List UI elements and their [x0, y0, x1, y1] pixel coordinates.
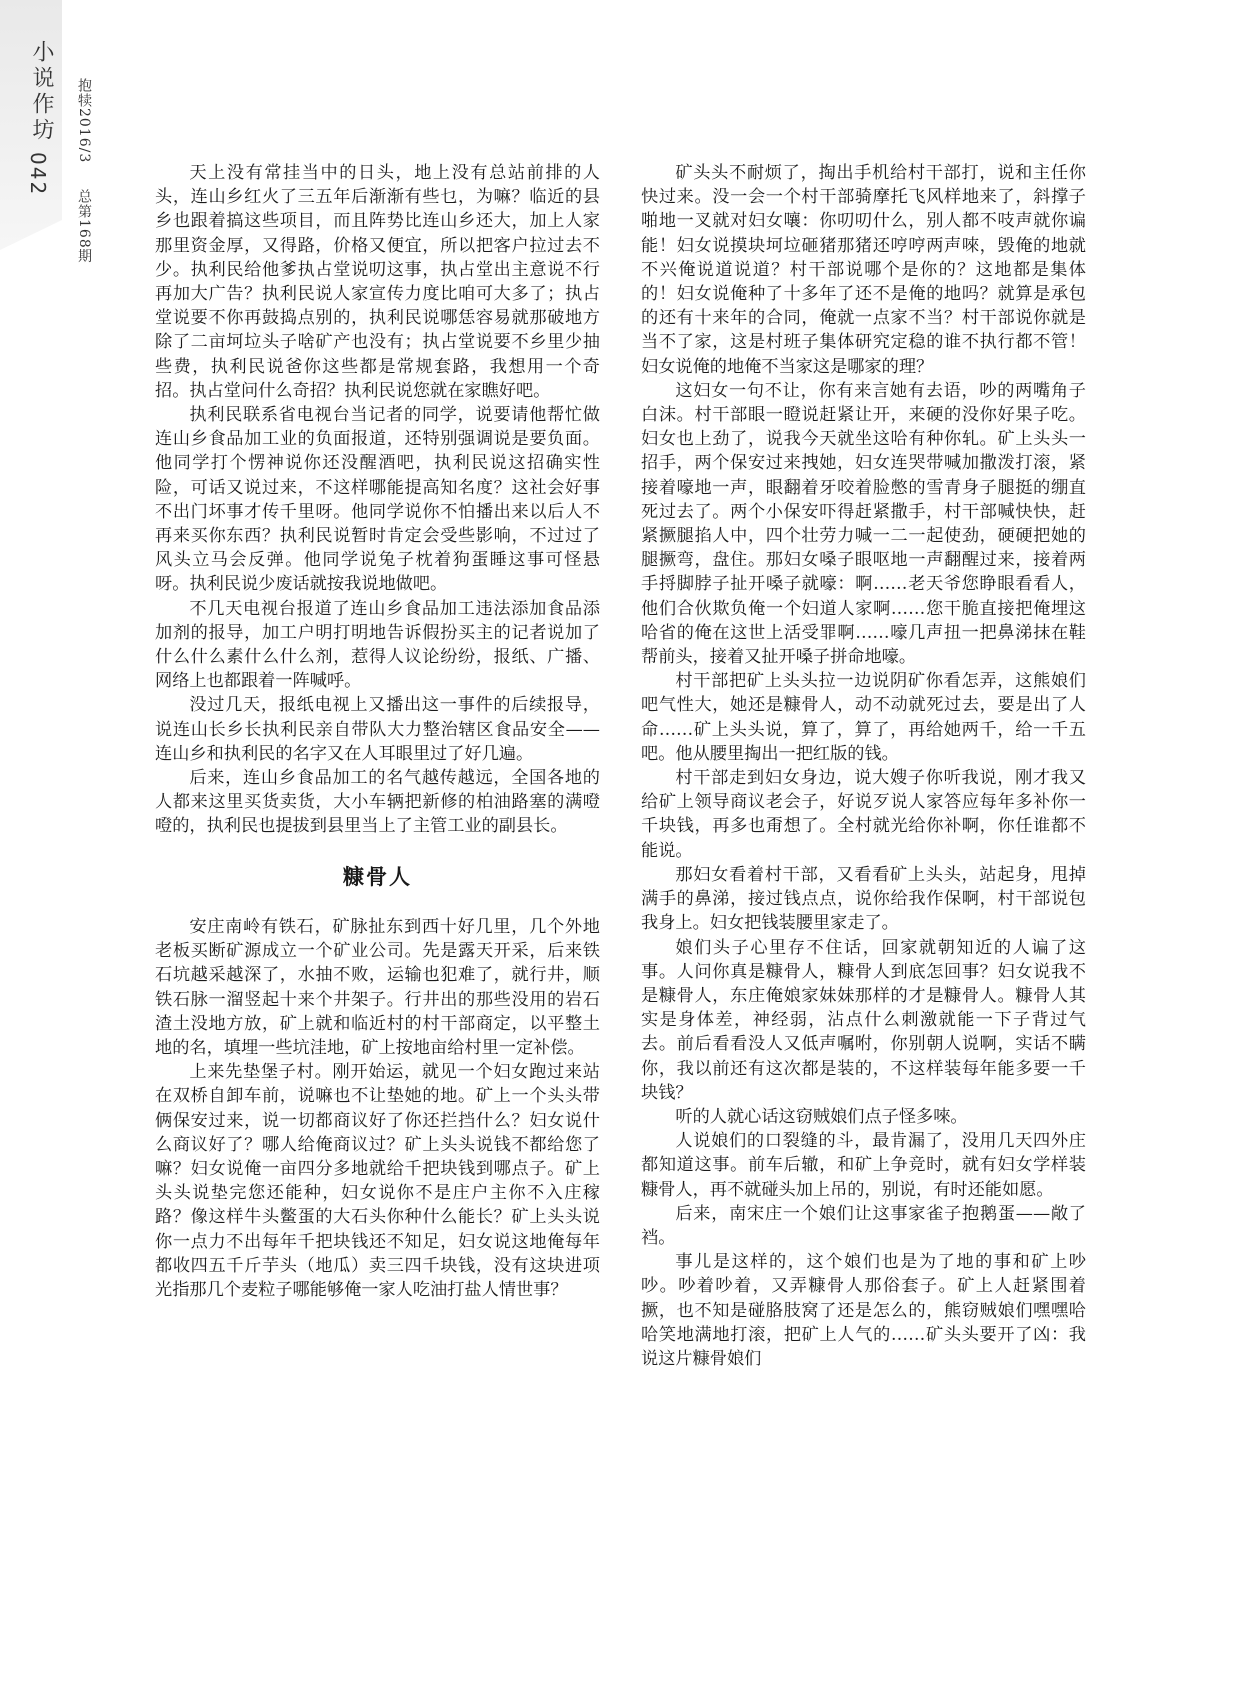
- left-column: [155, 161, 600, 1302]
- paragraph: 这妇女一句不让，你有来言她有去语，吵的两嘴角子白沫。村干部眼一瞪说赶紧让开，来硬的没你好果子吃。妇女也上劲了，说我今天就坐这哈有种你轧。矿上头头一招手，两个保安过来拽她，妇女连哭带喊加撒泼打滚，紧接着嚎地一声，眼翻着牙咬着脸憋的雪青身子腿挺的绷直死过去了。两个小保安吓得赶紧撒手，村干部喊快快，赶紧撅腿掐人中，四个壮劳力喊一二一起使劲，硬硬把她的腿撅弯，盘住。那妇女嗓子眼呕地一声翻醒过来，接着两手捋脚脖子扯开嗓子就嚎：啊……老天爷您睁眼看看人，他们合伙欺负俺一个妇道人家啊……您干脆直接把俺埋这哈省的俺在这世上活受罪啊……嚎几声扭一把鼻涕抹在鞋帮前头，接着又扯开嗓子拼命地嚎。: [641, 380, 1086, 668]
- paragraph: 天上没有常挂当中的日头，地上没有总站前排的人头，连山乡红火了三五年后渐渐有些乜，为嘛？临近的县乡也跟着搞这些项目，而且阵势比连山乡还大，加上人家那里资金厚，又得路，价格又便宜，所以把客户拉过去不少。执利民给他爹执占堂说叨这事，执占堂出主意说不行再加大广告？执利民说人家宣传力度比咱可大多了；执占堂说要不你再鼓捣点别的，执利民说哪恁容易就那破地方除了二亩坷垃头子啥矿产也没有；执占堂说要不乡里少抽些费，执利民说爸你这些都是常规套路，我想用一个奇招。执占堂问什么奇招？执利民说您就在家瞧好吧。: [155, 163, 600, 401]
- paragraph: 没过几天，报纸电视上又播出这一事件的后续报导，说连山长乡长执利民亲自带队大力整治辖区食品安全——连山乡和执利民的名字又在人耳眼里过了好几遍。: [155, 695, 600, 764]
- paragraph: 村干部把矿上头头拉一边说阴矿你看怎弄，这熊娘们吧气性大，她还是糠骨人，动不动就死过去，要是出了人命……矿上头头说，算了，算了，再给她两千，给一千五吧。他从腰里掏出一把红版的钱。: [641, 671, 1086, 764]
- paragraph: 后来，南宋庄一个娘们让这事家雀子抱鹅蛋——敞了裆。: [641, 1203, 1086, 1248]
- paragraph: 不几天电视台报道了连山乡食品加工违法添加食品添加剂的报导，加工户明打明地告诉假扮买主的记者说加了什么什么素什么什么剂，惹得人议论纷纷，报纸、广播、网络上也都跟着一阵喊呼。: [155, 598, 600, 692]
- paragraph: 那妇女看着村干部，又看看矿上头头，站起身，甩掉满手的鼻涕，接过钱点点，说你给我作保啊，村干部说包我身上。妇女把钱装腰里家走了。: [641, 864, 1086, 934]
- story-title: 糠骨人: [343, 864, 412, 889]
- magazine-info: [74, 78, 94, 264]
- paragraph: 安庄南岭有铁石，矿脉扯东到西十好几里，几个外地老板买断矿源成立一个矿业公司。先是露天开采，后来铁石坑越采越深了，水抽不败，运输也犯难了，就行井，顺铁石脉一溜竖起十来个井架子。行井出的那些没用的岩石渣土没地方放，矿上就和临近村的村干部商定，以平整土地的名，填埋一些坑洼地，矿上按地亩给村里一定补偿。: [155, 916, 600, 1058]
- paragraph: 村干部走到妇女身边，说大嫂子你听我说，刚才我又给矿上领导商议老会子，好说歹说人家答应每年多补你一千块钱，再多也甭想了。全村就光给你补啊，你任谁都不能说。: [641, 768, 1086, 861]
- section-name: 小说作坊: [29, 40, 54, 144]
- magazine-issue: 抱犊2016/3: [76, 78, 92, 164]
- paragraph: 娘们头子心里存不住话，回家就朝知近的人谝了这事。人问你真是糠骨人，糠骨人到底怎回事？妇女说我不是糠骨人，东庄俺娘家妹妹那样的才是糠骨人。糠骨人其实是身体差，神经弱，沾点什么刺激就能一下子背过气去。前后看看没人又低声嘱咐，你别朝人说啊，实话不瞒你，我以前还有这次都是装的，不这样装每年能多要一千块钱？: [641, 937, 1086, 1103]
- paragraph: 听的人就心话这窃贼娘们点子怪多唻。: [675, 1106, 968, 1127]
- paragraph: 执利民联系省电视台当记者的同学，说要请他帮忙做连山乡食品加工业的负面报道，还特别强调说是要负面。他同学打个愣神说你还没醒酒吧，执利民说这招确实性险，可话又说过来，不这样哪能提高知名度？这社会好事不出门坏事才传千里呀。他同学说你不怕播出来以后人不再来买你东西？执利民说暂时肯定会受些影响，不过过了风头立马会反弹。他同学说兔子枕着狗蛋睡这事可怪悬呀。执利民说少废话就按我说地做吧。: [155, 405, 600, 595]
- paragraph: 上来先垫堡子村。刚开始运，就见一个妇女跑过来站在双桥自卸车前，说嘛也不让垫她的地。矿上一个头头带俩保安过来，说一切都商议好了你还拦挡什么？妇女说什么商议好了？哪人给俺商议过？矿上头头说钱不都给您了嘛？妇女说俺一亩四分多地就给千把块钱到哪点子。矿上头头说垫完您还能种，妇女说你不是庄户主你不入庄稼路？像这样牛头鳖蛋的大石头你种什么能长？矿上头头说你一点力不出每年千把块钱还不知足，妇女说这地俺每年都收四五千斤芋头（地瓜）卖三四千块钱，没有这块进项光指那几个麦粒子哪能够俺一家人吃油打盐人情世事？: [155, 1062, 600, 1300]
- paragraph: 事儿是这样的，这个娘们也是为了地的事和矿上吵吵。吵着吵着，又弄糠骨人那俗套子。矿上人赶紧围着撅，也不知是碰胳肢窝了还是怎么的，熊窃贼娘们嘿嘿哈哈笑地满地打滚，把矿上人气的……矿头头要开了凶：我说这片糠骨娘们: [641, 1252, 1086, 1369]
- right-column: [641, 161, 1086, 1371]
- paragraph: 矿头头不耐烦了，掏出手机给村干部打，说和主任你快过来。没一会一个村干部骑摩托飞风样地来了，斜撑子啪地一叉就对妇女嚷：你叨叨什么，别人都不吱声就你谝能！妇女说摸块坷垃砸猪那猪还哼哼两声唻，毁俺的地就不兴俺说道说道？村干部说哪个是你的？这地都是集体的！妇女说俺种了十多年了还不是俺的地吗？就算是承包的还有十来年的合同，俺就一点家不当？村干部说你就是当不了家，这是村班子集体研究定稳的谁不执行都不管！妇女说俺的地俺不当家这是哪家的理？: [641, 163, 1086, 377]
- paragraph: 后来，连山乡食品加工的名气越传越远，全国各地的人都来这里买货卖货，大小车辆把新修的柏油路塞的满噔噔的，执利民也提拔到县里当上了主管工业的副县长。: [155, 768, 600, 837]
- total-issue: 总第168期: [76, 189, 92, 264]
- page-number: 042: [26, 152, 50, 197]
- paragraph: 人说娘们的口裂缝的斗，最肯漏了，没用几天四外庄都知道这事。前车后辙，和矿上争竞时，就有妇女学样装糠骨人，再不就碰头加上吊的，别说，有时还能如愿。: [641, 1131, 1086, 1200]
